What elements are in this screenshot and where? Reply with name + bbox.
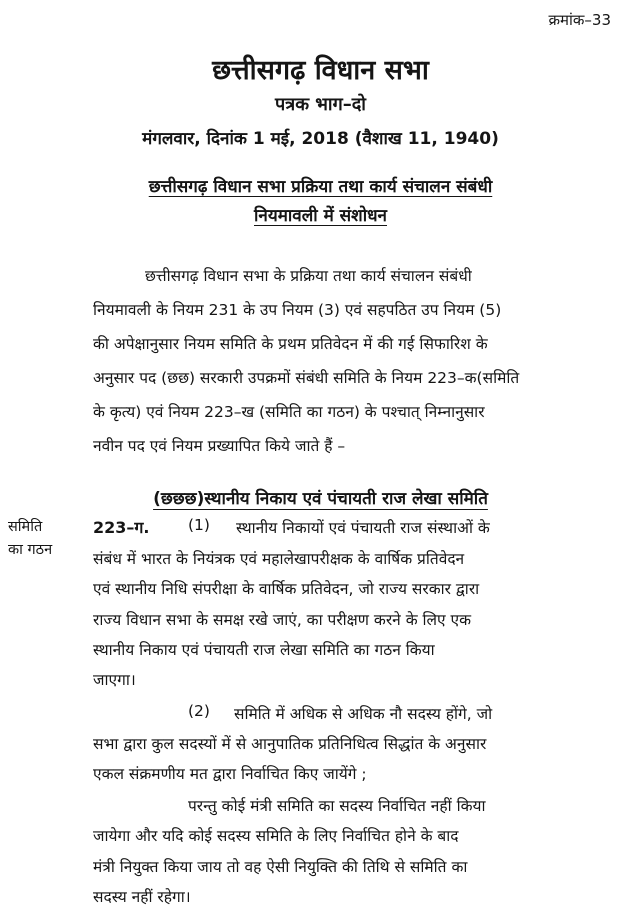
proviso-first-line: परन्तु कोई मंत्री समिति का सदस्य निर्वाचित नहीं किया <box>188 796 486 815</box>
sub-rule-1-line: एवं स्थानीय निधि संपरीक्षा के वार्षिक प्रतिवेदन, जो राज्य सरकार द्वारा <box>93 580 480 599</box>
sub-rule-1-number: (1) <box>188 516 210 535</box>
margin-note-line-2: का गठन <box>8 541 53 558</box>
intro-line: नियमावली के नियम 231 के उप नियम (3) एवं सहपठित उप नियम (5) <box>93 301 502 319</box>
intro-line: अनुसार पद (छछ) सरकारी उपक्रमों संबंधी समिति के नियम 223–क(समिति <box>93 369 520 387</box>
proviso-line: मंत्री नियुक्त किया जाय तो वह ऐसी नियुक्ति की तिथि से समिति का <box>93 857 468 876</box>
sub-rule-1-first-line: स्थानीय निकायों एवं पंचायती राज संस्थाओं के <box>236 519 490 538</box>
rule-number: 223–ग. <box>93 518 150 538</box>
sub-rule-1-line: स्थानीय निकाय एवं पंचायती राज लेखा समिति का गठन किया <box>93 641 435 660</box>
document-date: मंगलवार, दिनांक 1 मई, 2018 (वैशाख 11, 1940) <box>142 129 499 149</box>
sub-rule-1-line: जाएगा। <box>93 671 136 690</box>
section-heading: (छछछ)स्थानीय निकाय एवं पंचायती राज लेखा समिति <box>153 489 488 509</box>
proviso-line: जायेगा और यदि कोई सदस्य समिति के लिए निर्वाचित होने के बाद <box>93 827 459 846</box>
sub-rule-2-line: सभा द्वारा कुल सदस्यों में से आनुपातिक प्रतिनिधित्व सिद्धांत के अनुसार <box>93 735 487 754</box>
serial-number: क्रमांक–33 <box>548 11 611 29</box>
sub-rule-2-number: (2) <box>188 701 210 720</box>
proviso-line: सदस्य नहीं रहेगा। <box>93 888 191 906</box>
intro-line: छत्तीसगढ़ विधान सभा के प्रक्रिया तथा कार्य संचालन संबंधी <box>145 267 472 285</box>
sub-rule-2-line: एकल संक्रमणीय मत द्वारा निर्वाचित किए जायेंगे ; <box>93 765 367 784</box>
document-subtitle: पत्रक भाग–दो <box>275 94 366 115</box>
intro-line: नवीन पद एवं नियम प्रख्यापित किये जाते हैं – <box>93 437 346 455</box>
sub-rule-1-line: राज्य विधान सभा के समक्ष रखे जाएं, का परीक्षण करने के लिए एक <box>93 610 472 629</box>
sub-rule-1-line: संबंध में भारत के नियंत्रक एवं महालेखापरीक्षक के वार्षिक प्रतिवेदन <box>93 549 465 568</box>
intro-line: के कृत्य) एवं नियम 223–ख (समिति का गठन) के पश्चात् निम्नानुसार <box>93 403 485 421</box>
margin-note-line-1: समिति <box>8 519 43 536</box>
sub-rule-2-first-line: समिति में अधिक से अधिक नौ सदस्य होंगे, जो <box>234 704 493 723</box>
document-title: छत्तीसगढ़ विधान सभा <box>212 55 429 86</box>
intro-line: की अपेक्षानुसार नियम समिति के प्रथम प्रतिवेदन में की गई सिफारिश के <box>93 335 488 353</box>
amendment-heading-line-1: छत्तीसगढ़ विधान सभा प्रक्रिया तथा कार्य संचालन संबंधी <box>148 177 493 197</box>
amendment-heading-line-2: नियमावली में संशोधन <box>254 206 387 226</box>
